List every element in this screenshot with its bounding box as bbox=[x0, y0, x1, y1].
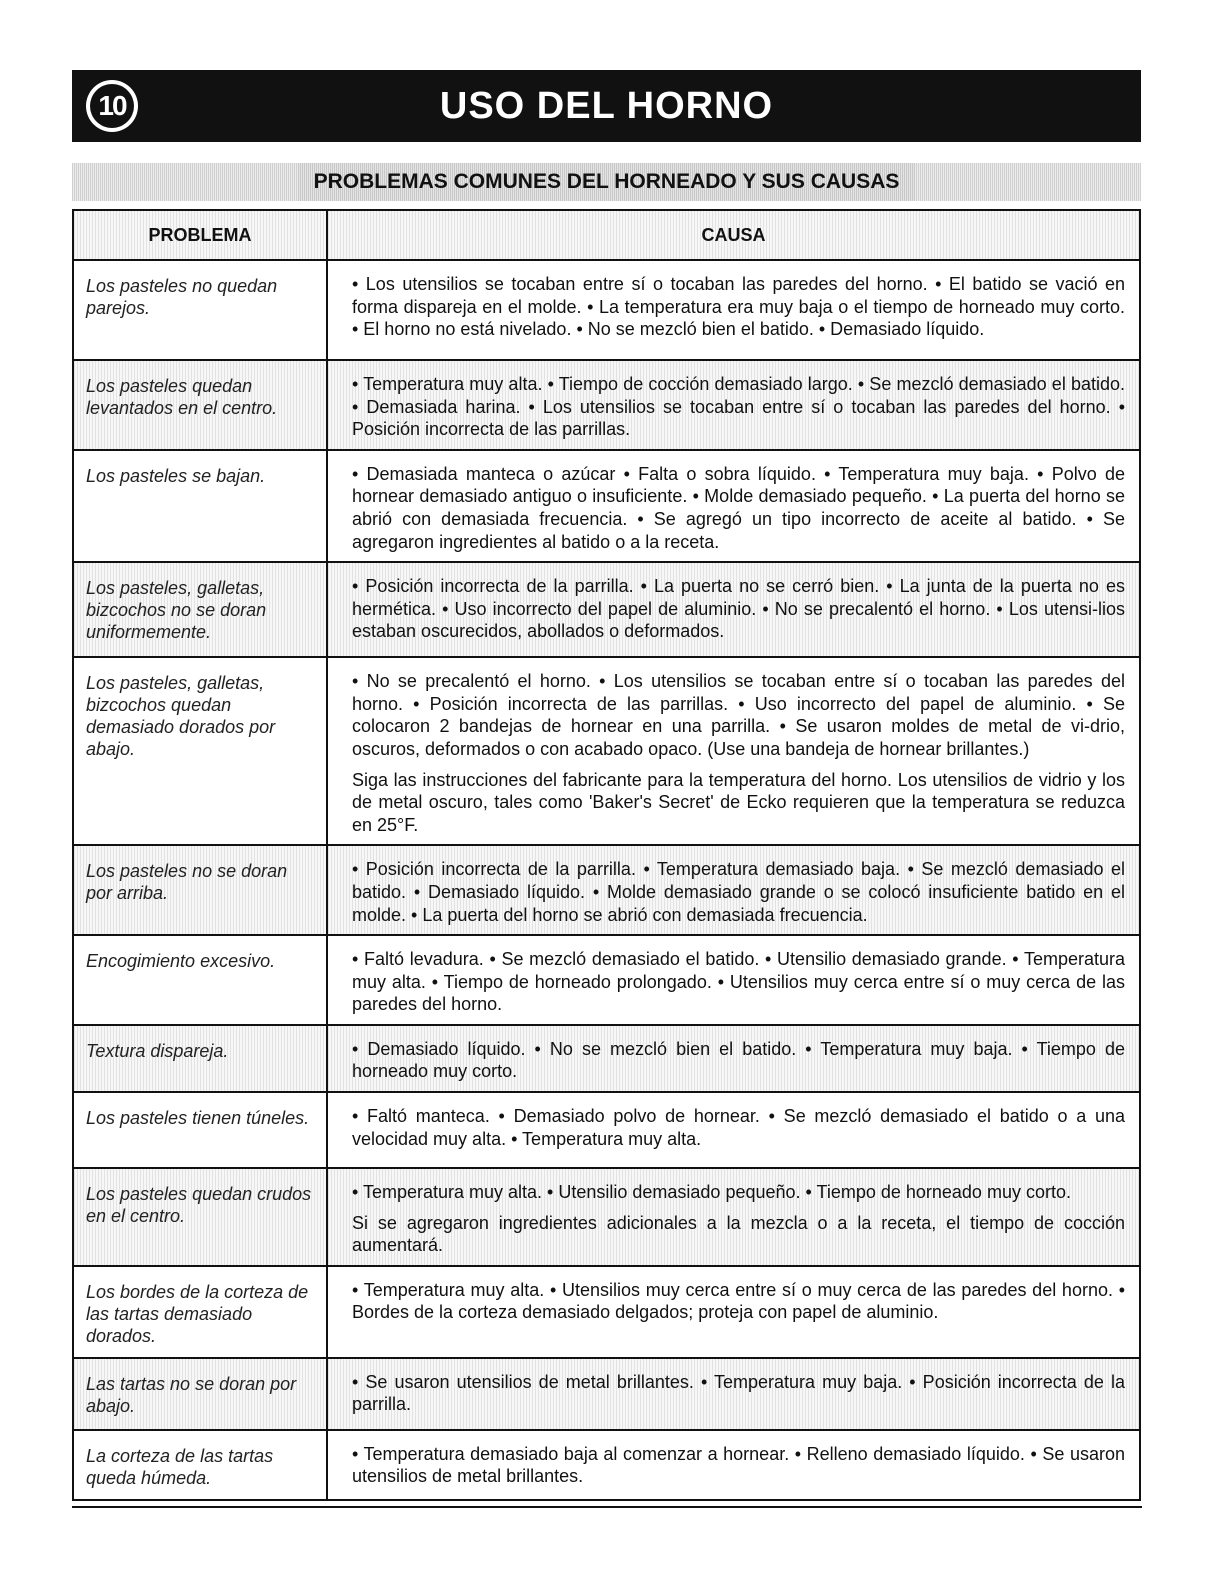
cause-text: • No se precalentó el horno. • Los utensilios se tocaban entre sí o tocaban las paredes del horno. • Posición incorrecta de las parrillas. • Uso incorrecto del papel de aluminio. • Se colocaron 2 bandejas de hornear en una parrilla. • Se usaron moldes de metal de vi-drio, oscuros, deformados o con acabado opaco. (Use una bandeja de hornear brillantes.) bbox=[352, 671, 1125, 759]
table-row bbox=[73, 360, 1140, 450]
problem-cell: Los pasteles, galletas, bizcochos no se doran uniformemente. bbox=[73, 562, 327, 657]
cause-note: Si se agregaron ingredientes adicionales a la mezcla o a la receta, el tiempo de cocción aumentará. bbox=[352, 1212, 1125, 1256]
subtitle: PROBLEMAS COMUNES DEL HORNEADO Y SUS CAUSAS bbox=[298, 163, 916, 201]
problem-cell: Encogimiento excesivo. bbox=[73, 935, 327, 1025]
cause-text: • Demasiado líquido. • No se mezcló bien el batido. • Temperatura muy baja. • Tiempo de horneado muy corto. bbox=[352, 1038, 1125, 1082]
column-header-cause: CAUSA bbox=[327, 210, 1140, 260]
problem-cell: Las tartas no se doran por abajo. bbox=[73, 1358, 327, 1430]
problem-cell: La corteza de las tartas queda húmeda. bbox=[73, 1430, 327, 1500]
problem-cell: Los pasteles quedan crudos en el centro. bbox=[73, 1168, 327, 1266]
problem-cell: Los pasteles no quedan parejos. bbox=[73, 260, 327, 360]
section-title: USO DEL HORNO bbox=[439, 85, 774, 127]
cause-cell bbox=[327, 1266, 1140, 1358]
cause-text: • Temperatura demasiado baja al comenzar a hornear. • Relleno demasiado líquido. • Se usaron utensilios de metal brillantes. bbox=[352, 1443, 1125, 1487]
section-header bbox=[72, 70, 1141, 142]
problem-cell: Los pasteles se bajan. bbox=[73, 450, 327, 562]
table-row bbox=[73, 562, 1140, 657]
cause-text: • Posición incorrecta de la parrilla. • Temperatura demasiado baja. • Se mezcló demasiado el batido. • Demasiado líquido. • Molde demasiado grande o se colocó insuficiente batido en el molde. • La puerta del horno se abrió con demasiada frecuencia. bbox=[352, 859, 1125, 925]
table-row bbox=[73, 1358, 1140, 1430]
problem-cell: Los pasteles no se doran por arriba. bbox=[73, 845, 327, 935]
cause-cell bbox=[327, 450, 1140, 562]
table-row bbox=[73, 260, 1140, 360]
cause-cell bbox=[327, 562, 1140, 657]
problem-cell: Textura dispareja. bbox=[73, 1025, 327, 1092]
cause-cell bbox=[327, 1092, 1140, 1168]
cause-text: • Posición incorrecta de la parrilla. • La puerta no se cerró bien. • La junta de la puerta no es hermética. • Uso incorrecto del papel de aluminio. • No se precalentó el horno. • Los utensi-lios estaban oscurecidos, abollados o deformados. bbox=[352, 576, 1125, 642]
problem-cell: Los pasteles, galletas, bizcochos quedan demasiado dorados por abajo. bbox=[73, 657, 327, 845]
troubleshooting-table bbox=[72, 209, 1141, 1501]
cause-text: • Temperatura muy alta. • Tiempo de cocción demasiado largo. • Se mezcló demasiado el batido. • Demasiada harina. • Los utensilios se tocaban entre sí o tocaban las paredes del horno. • Posición incorrecta de las parrillas. bbox=[352, 374, 1125, 440]
cause-cell bbox=[327, 1025, 1140, 1092]
table-row bbox=[73, 845, 1140, 935]
column-header-problem: PROBLEMA bbox=[73, 210, 327, 260]
cause-text: • Demasiada manteca o azúcar • Falta o sobra líquido. • Temperatura muy baja. • Polvo de hornear demasiado antiguo o insuficiente. • Molde demasiado pequeño. • La puerta del horno se abrió con demasiada frecuencia. • Se agregó un tipo incorrecto de aceite al batido. • Se agregaron ingredientes al batido o a la receta. bbox=[352, 463, 1125, 552]
cause-text: • Faltó levadura. • Se mezcló demasiado el batido. • Utensilio demasiado grande. • Temperatura muy alta. • Tiempo de horneado prolongado. • Utensilios muy cerca entre sí o muy cerca de las paredes del horno. bbox=[352, 949, 1125, 1015]
table-row bbox=[73, 935, 1140, 1025]
cause-text: • Temperatura muy alta. • Utensilio demasiado pequeño. • Tiempo de horneado muy corto. bbox=[352, 1182, 1071, 1203]
table-row bbox=[73, 657, 1140, 845]
table-row bbox=[73, 1168, 1140, 1266]
cause-cell bbox=[327, 935, 1140, 1025]
cause-cell bbox=[327, 1430, 1140, 1500]
cause-cell bbox=[327, 260, 1140, 360]
problem-cell: Los pasteles tienen túneles. bbox=[73, 1092, 327, 1168]
cause-cell bbox=[327, 360, 1140, 450]
cause-cell bbox=[327, 845, 1140, 935]
footer-rule bbox=[72, 1506, 1142, 1508]
table-row bbox=[73, 1092, 1140, 1168]
cause-text: • Temperatura muy alta. • Utensilios muy cerca entre sí o muy cerca de las paredes del horno. • Bordes de la corteza demasiado delgados; proteja con papel de aluminio. bbox=[352, 1279, 1125, 1323]
cause-text: • Los utensilios se tocaban entre sí o tocaban las paredes del horno. • El batido se vació en forma dispareja en el molde. • La temperatura era muy baja o el tiempo de horneado muy corto. • El horno no está nivelado. • No se mezcló bien el batido. • Demasiado líquido. bbox=[352, 274, 1125, 340]
problem-cell: Los bordes de la corteza de las tartas demasiado dorados. bbox=[73, 1266, 327, 1358]
table-row bbox=[73, 1025, 1140, 1092]
cause-cell bbox=[327, 1168, 1140, 1266]
table-row bbox=[73, 1266, 1140, 1358]
table-row bbox=[73, 1430, 1140, 1500]
problem-cell: Los pasteles quedan levantados en el centro. bbox=[73, 360, 327, 450]
table-row bbox=[73, 450, 1140, 562]
cause-note: Siga las instrucciones del fabricante para la temperatura del horno. Los utensilios de vidrio y los de metal oscuro, tales como 'Baker's Secret' de Ecko requieren que la temperatura se reduzca en 25°F. bbox=[352, 769, 1125, 835]
cause-cell bbox=[327, 657, 1140, 845]
subtitle-band bbox=[72, 163, 1141, 201]
table-header-row bbox=[73, 210, 1140, 260]
cause-text: • Se usaron utensilios de metal brillantes. • Temperatura muy baja. • Posición incorrecta de la parrilla. bbox=[352, 1371, 1125, 1415]
section-number: 10 bbox=[90, 84, 134, 128]
cause-text: • Faltó manteca. • Demasiado polvo de hornear. • Se mezcló demasiado el batido o a una velocidad muy alta. • Temperatura muy alta. bbox=[352, 1106, 1125, 1149]
cause-cell bbox=[327, 1358, 1140, 1430]
